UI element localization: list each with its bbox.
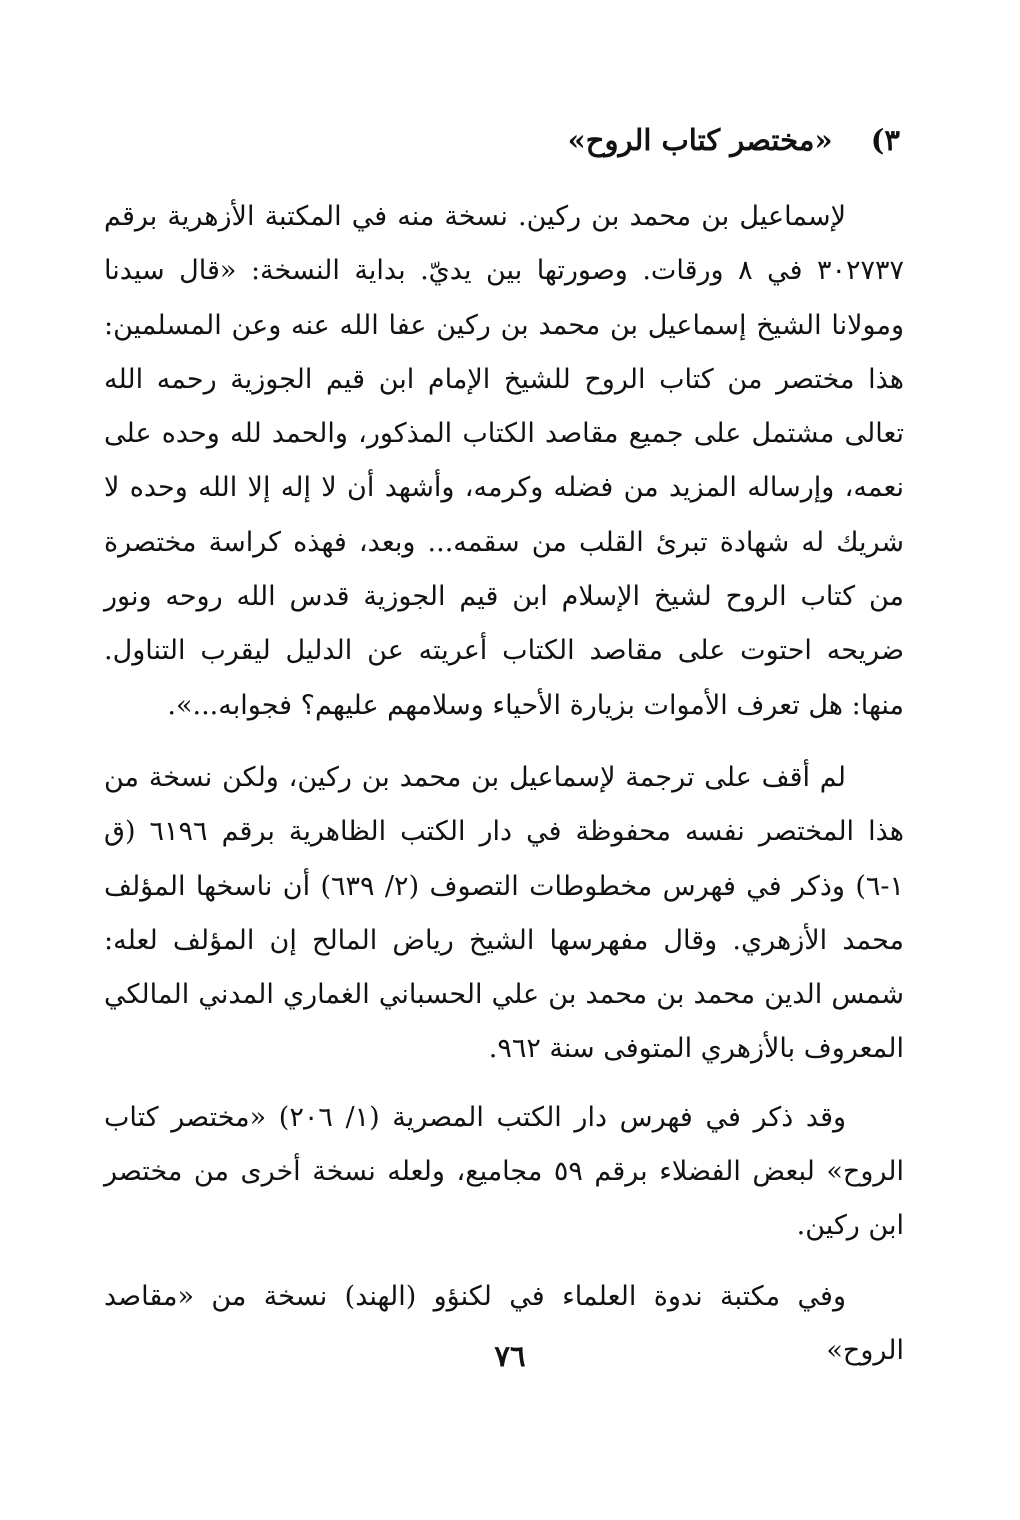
section-number: ٣) — [870, 123, 900, 157]
paragraph: لإسماعيل بن محمد بن ركين. نسخة منه في المكتبة الأزهرية برقم ٣٠٢٧٣٧ في ٨ ورقات. وصورتها بين يديّ. بداية النسخة: «قال سيدنا ومولانا الشيخ إسماعيل بن محمد بن ركين عفا الله عنه وعن المسلمين: هذا مختصر من كتاب الروح للشيخ الإمام ابن قيم الجوزية رحمه الله تعالى مشتمل على جميع مقاصد الكتاب المذكور، والحمد لله وحده على نعمه، وإرساله المزيد من فضله وكرمه، وأشهد أن لا إله إلا الله وحده لا شريك له شهادة تبرئ القلب من سقمه... وبعد، فهذه كراسة مختصرة من كتاب الروح لشيخ الإسلام ابن قيم الجوزية قدس الله روحه ونور ضريحه احتوت على مقاصد الكتاب أعريته عن الدليل ليقرب التناول. منها: هل تعرف الأموات بزيارة الأحياء وسلامهم عليهم؟ فجوابه...». — [104, 201, 905, 721]
body-text — [104, 190, 904, 1378]
section-heading — [568, 118, 900, 162]
paragraph: وفي مكتبة ندوة العلماء في لكنؤو (الهند) نسخة من «مقاصد الروح» — [104, 1280, 904, 1366]
page-number: ٧٦ — [494, 1339, 526, 1373]
section-title: «مختصر كتاب الروح» — [567, 123, 833, 157]
paragraph: لم أقف على ترجمة لإسماعيل بن محمد بن ركين، ولكن نسخة من هذا المختصر نفسه محفوظة في دار الكتب الظاهرية برقم ٦١٩٦ (ق ١-٦) وذكر في فهرس مخطوطات التصوف (٢/ ٦٣٩) أن ناسخها المؤلف محمد الأزهري. وقال مفهرسها الشيخ رياض المالح إن المؤلف لعله: شمس الدين محمد بن محمد بن علي الحسباني الغماري المدني المالكي المعروف بالأزهري المتوفى سنة ٩٦٢. — [104, 761, 905, 1065]
paragraph: وقد ذكر في فهرس دار الكتب المصرية (١/ ٢٠٦) «مختصر كتاب الروح» لبعض الفضلاء برقم ٥٩ مجاميع، ولعله نسخة أخرى من مختصر ابن ركين. — [104, 1101, 904, 1242]
